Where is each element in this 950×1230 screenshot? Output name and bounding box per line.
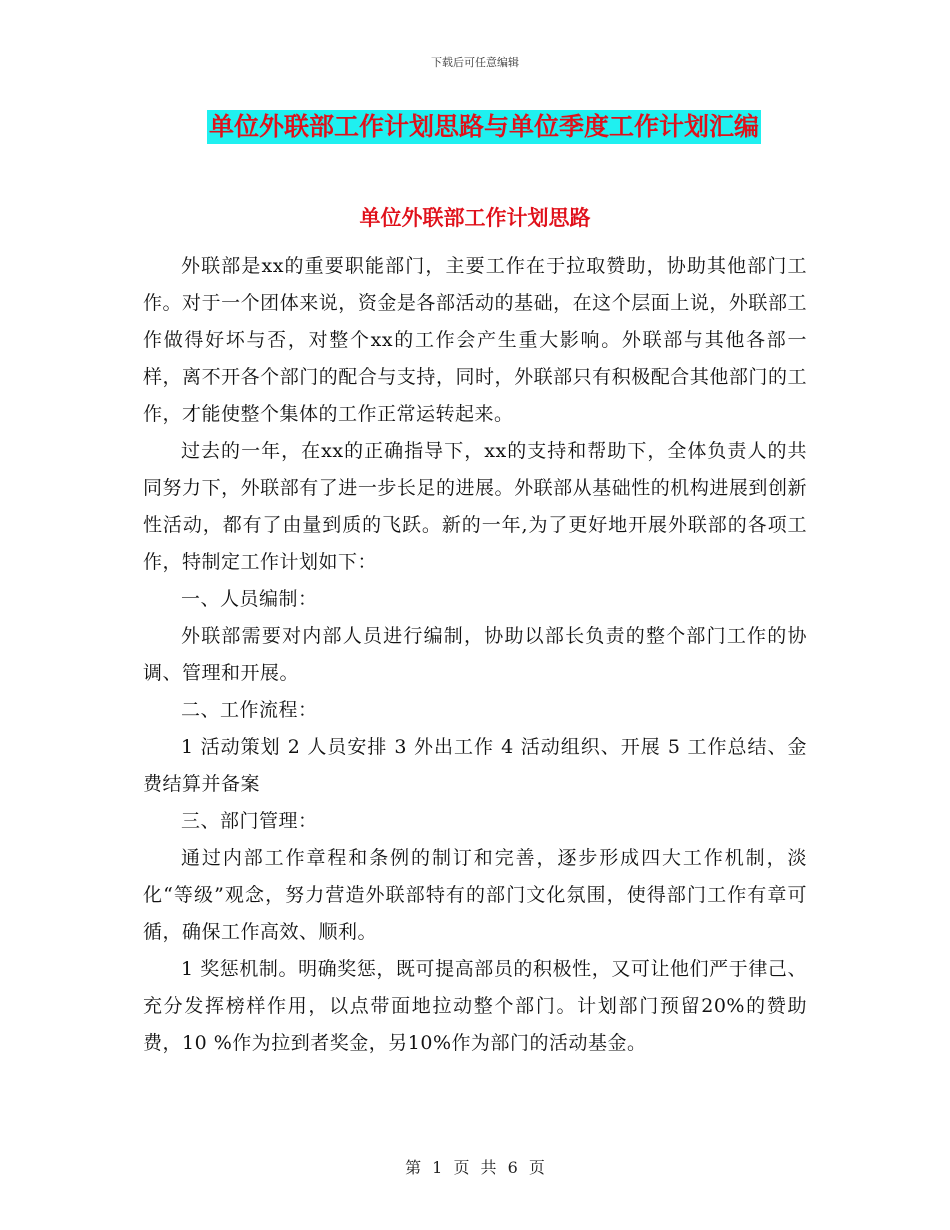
- heading-workflow: 二、工作流程：: [181, 699, 318, 721]
- page-footer: 第 1 页 共 6 页: [405, 1158, 545, 1177]
- paragraph-intro: 外联部是xx的重要职能部门，主要工作在于拉取赞助，协助其他部门工作。对于一个团体来说，资金是各部活动的基础，在这个层面上说，外联部工作做得好坏与否，对整个xx的工作会产生重大影响。外联部与其他各部一样，离不开各个部门的配合与支持，同时，外联部只有积极配合其他部门的工作，才能使整个集体的工作正常运转起来。: [143, 255, 807, 425]
- heading-management: 三、部门管理：: [181, 810, 318, 832]
- paragraph-management: 通过内部工作章程和条例的制订和完善，逐步形成四大工作机制，淡化“等级”观念，努力营造外联部特有的部门文化氛围，使得部门工作有章可循，确保工作高效、顺利。: [143, 847, 807, 943]
- header-note: 下载后可任意编辑: [431, 56, 519, 69]
- document-body: [143, 248, 807, 1062]
- main-title: 单位外联部工作计划思路与单位季度工作计划汇编: [207, 110, 761, 144]
- paragraph-staffing: 外联部需要对内部人员进行编制，协助以部长负责的整个部门工作的协调、管理和开展。: [143, 625, 807, 684]
- heading-staffing: 一、人员编制：: [181, 588, 318, 610]
- paragraph-workflow: 1 活动策划 2 人员安排 3 外出工作 4 活动组织、开展 5 工作总结、金费结算并备案: [143, 736, 807, 795]
- paragraph-reward-mechanism: 1 奖惩机制。明确奖惩，既可提高部员的积极性，又可让他们严于律己、充分发挥榜样作用，以点带面地拉动整个部门。计划部门预留20%的赞助费，10 %作为拉到者奖金，另10%作为部门的活动基金。: [143, 958, 807, 1054]
- section-title: 单位外联部工作计划思路: [359, 206, 591, 230]
- paragraph-past-year: 过去的一年，在xx的正确指导下，xx的支持和帮助下，全体负责人的共同努力下，外联部有了进一步长足的进展。外联部从基础性的机构进展到创新性活动，都有了由量到质的飞跃。新的一年,为了更好地开展外联部的各项工作，特制定工作计划如下：: [143, 440, 807, 573]
